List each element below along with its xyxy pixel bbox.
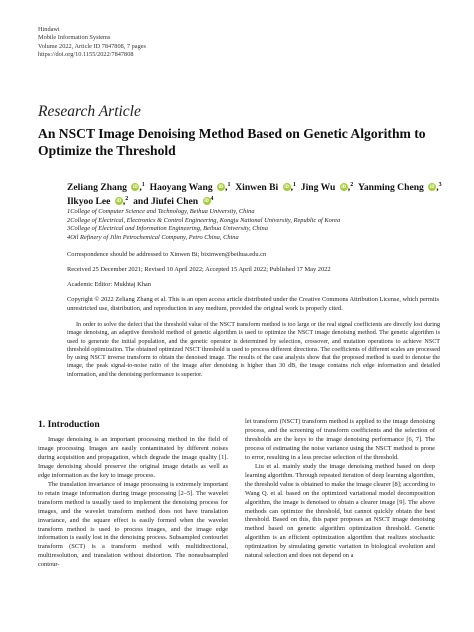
author-affil-sup: 1 — [292, 181, 296, 188]
affiliation: 1College of Computer Science and Technology, Beihua University, China — [67, 208, 255, 215]
correspondence: Correspondence should be addressed to Xinwen Bi; bixinwen@beihua.edu.cn — [67, 251, 267, 258]
author-affil-sup: 3 — [438, 181, 442, 188]
author-name: Jiufei Chen — [150, 195, 199, 207]
orcid-icon[interactable] — [428, 183, 436, 191]
journal-header — [38, 26, 146, 60]
journal-name: Mobile Information Systems — [38, 34, 111, 42]
affiliation: 3College of Electrical and Information Engineering, Beihua University, China — [67, 225, 268, 233]
body-column-right — [245, 418, 435, 561]
article-type: Research Article — [38, 103, 141, 120]
doi-link[interactable]: https://doi.org/10.1155/2022/7847808 — [38, 51, 134, 59]
author-affil-sup: 1 — [227, 181, 231, 188]
section-heading: 1. Introduction — [38, 419, 100, 430]
paragraph: The translation invariance of image processing is extremely important to retain image information during image processing [2–5]. The wavelet transform method is usually used to implement the denoising process for images, and the wavelet transform method does not have translation invariance, and the square effect is easily formed when the wavelet transform method is used to process images, and the image edge information is easily lost in the denoising process. Subsampled contourlet transform (SCT) is a transform method with multidirectional, multiresolution, and translation without distortion. The nonsubsampled contour- — [38, 480, 228, 569]
author-name: Xinwen Bi — [235, 182, 279, 193]
publisher-name: Hindawi — [38, 26, 60, 33]
orcid-icon[interactable] — [340, 183, 348, 191]
orcid-icon[interactable] — [131, 183, 139, 191]
author[interactable]: Xinwen Bi iD ,$^1$ — [233, 182, 296, 193]
affiliation-list — [67, 208, 457, 242]
paragraph: Liu et al. mainly study the image denoising method based on deep learning algorithm. Through repeated iteration of deep learning algorithm, the threshold value is obtained to make the image clearer [8]; according to Wang Q. et al. based on the optimized variational model decomposition algorithm, the image is denoised to obtain a clearer image [9]. The above methods can optimize the threshold, but cannot quickly obtain the best threshold. Based on this, this paper proposes an NSCT image denoising method based on genetic algorithm optimization threshold. Genetic algorithm is an efficient optimization algorithm that realizes stochastic optimization by simulating genetic variation in biological evolution and natural selection and does not depend on a — [245, 462, 435, 560]
author-list — [67, 181, 457, 208]
volume-info: Volume 2022, Article ID 7847808, 7 pages — [38, 42, 146, 50]
article-title: An NSCT Image Denoising Method Based on Genetic Algorithm to Optimize the Threshold — [38, 126, 426, 159]
author-name: Zeliang Zhang — [67, 182, 127, 193]
author-affil-sup: 2 — [350, 181, 354, 188]
affiliation: 2College of Electrical, Electronics & Control Engineering, Kongju National University, Republic of Korea — [67, 216, 341, 224]
orcid-icon[interactable] — [217, 183, 225, 191]
orcid-icon[interactable] — [283, 183, 291, 191]
author-name: Ilkyoo Lee — [67, 195, 111, 207]
author-name: Yanming Cheng — [358, 182, 424, 193]
paragraph: Image denoising is an important processing method in the field of image processing. Images are easily contaminated by different noises during acquisition and propagation, which degrade the image quality [1]. Image denoising should preserve the original image details as well as edge information as the key to image process. — [38, 436, 228, 479]
orcid-icon[interactable] — [203, 197, 211, 205]
author[interactable]: Jing Wu iD ,$^2$ — [298, 182, 353, 193]
author[interactable]: Zeliang Zhang iD ,$^1$ — [67, 182, 145, 193]
author[interactable]: Haoyang Wang iD ,$^1$ — [147, 182, 230, 193]
affiliation: 4Oil Refinery of Jilin Petrochemical Company, Petro China, China — [67, 233, 239, 241]
author-name: Haoyang Wang — [149, 182, 213, 193]
author-affil-sup: 1 — [141, 181, 145, 188]
author-affil-sup: 2 — [125, 195, 129, 202]
publication-dates: Received 25 December 2021; Revised 10 April 2022; Accepted 15 April 2022; Published 17 May 2022 — [67, 266, 331, 273]
author[interactable]: Ilkyoo Lee iD ,$^2$ — [67, 196, 128, 207]
body-column-left — [38, 436, 228, 570]
academic-editor: Academic Editor: Mukhtaj Khan — [67, 281, 151, 288]
author[interactable]: Yanming Cheng iD ,$^3$ — [356, 182, 442, 193]
author-name: Jing Wu — [300, 182, 336, 193]
author[interactable] — [131, 196, 214, 207]
paragraph: let transform (NSCT) transform method is applied to the image denoising process, and the screening of transform coefficients and the selection of thresholds are the keys to the image denoising performance [6, 7]. The process of estimating the noise variance using the NSCT method is prone to error, resulting in a less precise selection of the threshold. — [245, 418, 435, 461]
copyright-notice: Copyright © 2022 Zeliang Zhang et al. This is an open access article distributed under the Creative Commons Attribution License, which permits unrestricted use, distribution, and reproduction in any medium, provided the original work is properly cited. — [67, 296, 439, 312]
author-affil-sup: 4 — [210, 195, 214, 202]
orcid-icon[interactable] — [115, 197, 123, 205]
abstract: In order to solve the defect that the threshold value of the NSCT transform method is too large or the real signal coefficients are directly lost during image denoising, an adaptive threshold method of genetic algorithm is used to optimize the NSCT image denoising method. The genetic algorithm is used to generate the initial population, and the genetic operator is determined by selection, crossover, and mutation operations to achieve NSCT threshold optimization. The obtained optimized NSCT threshold is used to process different directions. The coefficients of different scales are processed by using NSCT inverse transform to obtain the denoised image. The results of the case analysis show that the proposed method is used to denoise the image, the peak signal-to-noise ratio of the image after denoising is higher than 30 dB, the image contains rich edge information and detailed information, and the denoising performance is superior. — [67, 322, 440, 378]
author-and: and — [133, 195, 149, 207]
